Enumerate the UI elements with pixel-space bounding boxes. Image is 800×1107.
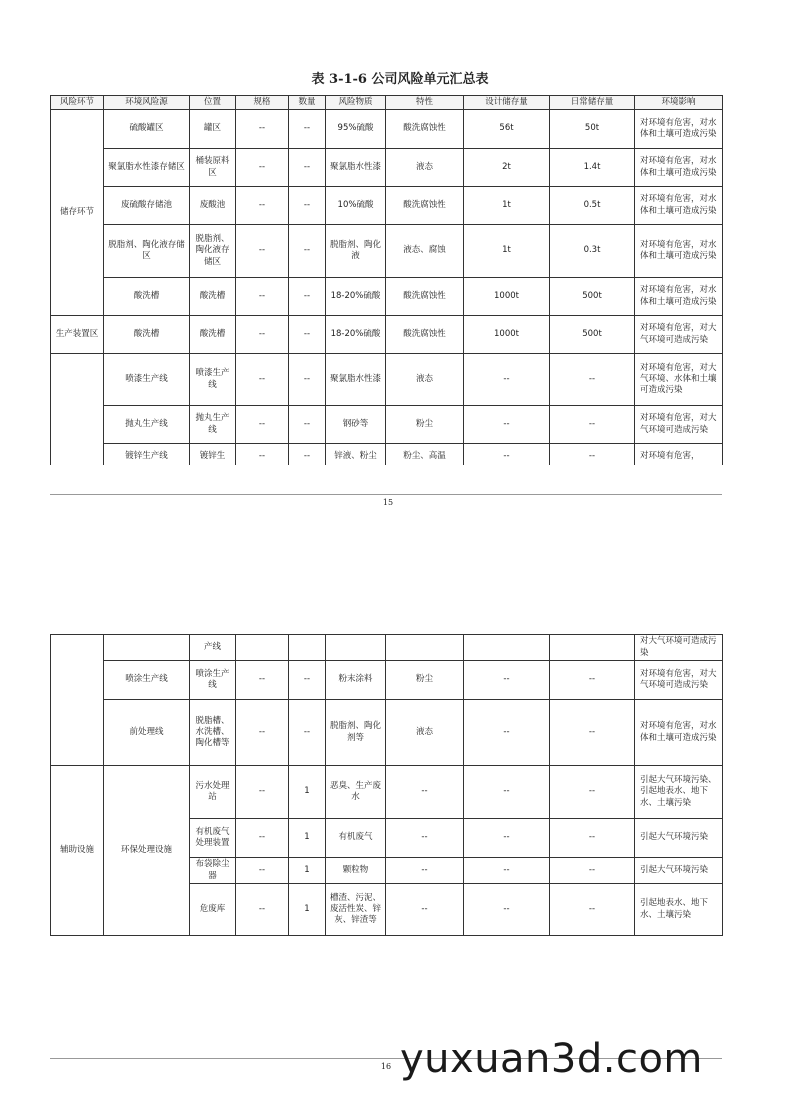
- design-cell: 1t: [464, 225, 550, 278]
- substance-cell: 脱脂剂、陶化液: [326, 225, 386, 278]
- impact-cell: 对环境有危害，对大气环境可造成污染: [635, 661, 723, 700]
- substance-cell: 18-20%硫酸: [326, 278, 386, 316]
- header-stage: 风险环节: [51, 96, 104, 110]
- design-cell: --: [464, 661, 550, 700]
- spec-cell: --: [236, 766, 289, 819]
- location-cell: 酸洗槽: [190, 278, 236, 316]
- table-title: 表 3-1-6 公司风险单元汇总表: [311, 72, 489, 87]
- header-substance: 风险物质: [326, 96, 386, 110]
- daily-cell: 500t: [550, 316, 635, 354]
- substance-cell: 95%硫酸: [326, 110, 386, 149]
- header-impact: 环境影响: [635, 96, 723, 110]
- qty-cell: --: [289, 406, 326, 444]
- design-cell: 1000t: [464, 316, 550, 354]
- design-cell: --: [464, 406, 550, 444]
- property-cell: 液态、腐蚀: [386, 225, 464, 278]
- property-cell: 粉尘、高温: [386, 444, 464, 466]
- qty-cell: --: [289, 661, 326, 700]
- stage-cell: 辅助设施: [51, 766, 104, 936]
- impact-cell: 引起大气环境污染: [635, 858, 723, 884]
- substance-cell: 恶臭、生产废水: [326, 766, 386, 819]
- spec-cell: --: [236, 884, 289, 936]
- daily-cell: 500t: [550, 278, 635, 316]
- impact-cell: 引起大气环境污染、引起地表水、地下水、土壤污染: [635, 766, 723, 819]
- qty-cell: 1: [289, 766, 326, 819]
- substance-cell: 颗粒物: [326, 858, 386, 884]
- daily-cell: --: [550, 354, 635, 406]
- location-cell: 产线: [190, 635, 236, 661]
- source-cell: 抛丸生产线: [104, 406, 190, 444]
- property-cell: --: [386, 766, 464, 819]
- qty-cell: --: [289, 700, 326, 766]
- source-cell: 废硫酸存储池: [104, 187, 190, 225]
- impact-cell: 对环境有危害，对水体和土壤可造成污染: [635, 700, 723, 766]
- source-cell: 脱脂剂、陶化液存储区: [104, 225, 190, 278]
- substance-cell: 锌液、粉尘: [326, 444, 386, 466]
- source-cell: 喷涂生产线: [104, 661, 190, 700]
- source-cell: [104, 635, 190, 661]
- spec-cell: --: [236, 187, 289, 225]
- page-number: 15: [382, 498, 394, 507]
- location-cell: 危废库: [190, 884, 236, 936]
- daily-cell: [550, 635, 635, 661]
- qty-cell: --: [289, 316, 326, 354]
- qty-cell: --: [289, 354, 326, 406]
- qty-cell: 1: [289, 819, 326, 858]
- design-cell: 56t: [464, 110, 550, 149]
- impact-cell: 对环境有危害，: [635, 444, 723, 466]
- design-cell: --: [464, 858, 550, 884]
- substance-cell: 18-20%硫酸: [326, 316, 386, 354]
- daily-cell: --: [550, 858, 635, 884]
- property-cell: 液态: [386, 149, 464, 187]
- daily-cell: --: [550, 661, 635, 700]
- daily-cell: 1.4t: [550, 149, 635, 187]
- daily-cell: --: [550, 884, 635, 936]
- design-cell: --: [464, 700, 550, 766]
- property-cell: --: [386, 858, 464, 884]
- impact-cell: 对环境有危害，对大气环境、水体和土壤可造成污染: [635, 354, 723, 406]
- property-cell: --: [386, 884, 464, 936]
- source-cell: 聚氯脂水性漆存储区: [104, 149, 190, 187]
- location-cell: 抛丸生产线: [190, 406, 236, 444]
- impact-cell: 对环境有危害，对水体和土壤可造成污染: [635, 110, 723, 149]
- impact-cell: 对环境有危害，对大气环境可造成污染: [635, 406, 723, 444]
- daily-cell: --: [550, 819, 635, 858]
- substance-cell: [326, 635, 386, 661]
- qty-cell: --: [289, 110, 326, 149]
- location-cell: 污水处理站: [190, 766, 236, 819]
- design-cell: 1000t: [464, 278, 550, 316]
- location-cell: 镀锌生: [190, 444, 236, 466]
- source-cell: 酸洗槽: [104, 316, 190, 354]
- spec-cell: [236, 635, 289, 661]
- spec-cell: --: [236, 700, 289, 766]
- stage-cell: 生产装置区: [51, 316, 104, 354]
- design-cell: --: [464, 819, 550, 858]
- daily-cell: --: [550, 766, 635, 819]
- property-cell: 酸洗腐蚀性: [386, 187, 464, 225]
- impact-cell: 对环境有危害，对水体和土壤可造成污染: [635, 149, 723, 187]
- location-cell: 喷漆生产线: [190, 354, 236, 406]
- qty-cell: 1: [289, 884, 326, 936]
- substance-cell: 聚氯脂水性漆: [326, 149, 386, 187]
- qty-cell: --: [289, 187, 326, 225]
- impact-cell: 引起大气环境污染: [635, 819, 723, 858]
- spec-cell: --: [236, 149, 289, 187]
- source-cell: 镀锌生产线: [104, 444, 190, 466]
- qty-cell: --: [289, 149, 326, 187]
- location-cell: 酸洗槽: [190, 316, 236, 354]
- spec-cell: --: [236, 661, 289, 700]
- substance-cell: 聚氯脂水性漆: [326, 354, 386, 406]
- source-cell: 环保处理设施: [104, 766, 190, 936]
- spec-cell: --: [236, 316, 289, 354]
- property-cell: 粉尘: [386, 406, 464, 444]
- qty-cell: --: [289, 278, 326, 316]
- property-cell: --: [386, 819, 464, 858]
- property-cell: [386, 635, 464, 661]
- qty-cell: [289, 635, 326, 661]
- spec-cell: --: [236, 858, 289, 884]
- table-row: [51, 700, 723, 766]
- spec-cell: --: [236, 406, 289, 444]
- impact-cell: 对大气环境可造成污染: [635, 635, 723, 661]
- daily-cell: 0.3t: [550, 225, 635, 278]
- header-property: 特性: [386, 96, 464, 110]
- location-cell: 脱脂剂、陶化液存储区: [190, 225, 236, 278]
- property-cell: 酸洗腐蚀性: [386, 316, 464, 354]
- daily-cell: 50t: [550, 110, 635, 149]
- header-location: 位置: [190, 96, 236, 110]
- property-cell: 液态: [386, 354, 464, 406]
- spec-cell: --: [236, 819, 289, 858]
- daily-cell: --: [550, 700, 635, 766]
- substance-cell: 10%硫酸: [326, 187, 386, 225]
- design-cell: --: [464, 884, 550, 936]
- property-cell: 酸洗腐蚀性: [386, 110, 464, 149]
- header-source: 环境风险源: [104, 96, 190, 110]
- impact-cell: 引起地表水、地下水、土壤污染: [635, 884, 723, 936]
- daily-cell: --: [550, 406, 635, 444]
- table-row: [51, 661, 723, 700]
- source-cell: 酸洗槽: [104, 278, 190, 316]
- property-cell: 酸洗腐蚀性: [386, 278, 464, 316]
- impact-cell: 对环境有危害，对大气环境可造成污染: [635, 316, 723, 354]
- location-cell: 罐区: [190, 110, 236, 149]
- spec-cell: --: [236, 110, 289, 149]
- risk-unit-table-part2: [50, 634, 723, 936]
- location-cell: 喷涂生产线: [190, 661, 236, 700]
- design-cell: [464, 635, 550, 661]
- property-cell: 粉尘: [386, 661, 464, 700]
- qty-cell: --: [289, 225, 326, 278]
- location-cell: 脱脂槽、水洗槽、陶化槽等: [190, 700, 236, 766]
- stage-cell: 储存环节: [51, 110, 104, 316]
- location-cell: 桶装原料区: [190, 149, 236, 187]
- spec-cell: --: [236, 444, 289, 466]
- spec-cell: --: [236, 278, 289, 316]
- table-row: [51, 766, 723, 819]
- source-cell: 喷漆生产线: [104, 354, 190, 406]
- location-cell: 有机废气处理装置: [190, 819, 236, 858]
- daily-cell: --: [550, 444, 635, 466]
- substance-cell: 脱脂剂、陶化剂等: [326, 700, 386, 766]
- design-cell: 2t: [464, 149, 550, 187]
- design-cell: --: [464, 444, 550, 466]
- source-cell: 前处理线: [104, 700, 190, 766]
- location-cell: 废酸池: [190, 187, 236, 225]
- design-cell: --: [464, 766, 550, 819]
- substance-cell: 有机废气: [326, 819, 386, 858]
- design-cell: --: [464, 354, 550, 406]
- header-design: 设计储存量: [464, 96, 550, 110]
- table-row: [51, 635, 723, 661]
- impact-cell: 对环境有危害，对水体和土壤可造成污染: [635, 187, 723, 225]
- location-cell: 布袋除尘器: [190, 858, 236, 884]
- source-cell: 硫酸罐区: [104, 110, 190, 149]
- impact-cell: 对环境有危害，对水体和土壤可造成污染: [635, 278, 723, 316]
- impact-cell: 对环境有危害，对水体和土壤可造成污染: [635, 225, 723, 278]
- qty-cell: --: [289, 444, 326, 466]
- page-number: 16: [380, 1062, 392, 1071]
- spec-cell: --: [236, 225, 289, 278]
- qty-cell: 1: [289, 858, 326, 884]
- spec-cell: --: [236, 354, 289, 406]
- design-cell: 1t: [464, 187, 550, 225]
- substance-cell: 粉末涂料: [326, 661, 386, 700]
- property-cell: 液态: [386, 700, 464, 766]
- substance-cell: 钢砂等: [326, 406, 386, 444]
- substance-cell: 槽渣、污泥、废活性炭、锌灰、锌渣等: [326, 884, 386, 936]
- header-qty: 数量: [289, 96, 326, 110]
- watermark-text: yuxuan3d.com: [400, 1036, 703, 1082]
- header-daily: 日常储存量: [550, 96, 635, 110]
- daily-cell: 0.5t: [550, 187, 635, 225]
- stage-cell-empty: [51, 635, 104, 766]
- header-spec: 规格: [236, 96, 289, 110]
